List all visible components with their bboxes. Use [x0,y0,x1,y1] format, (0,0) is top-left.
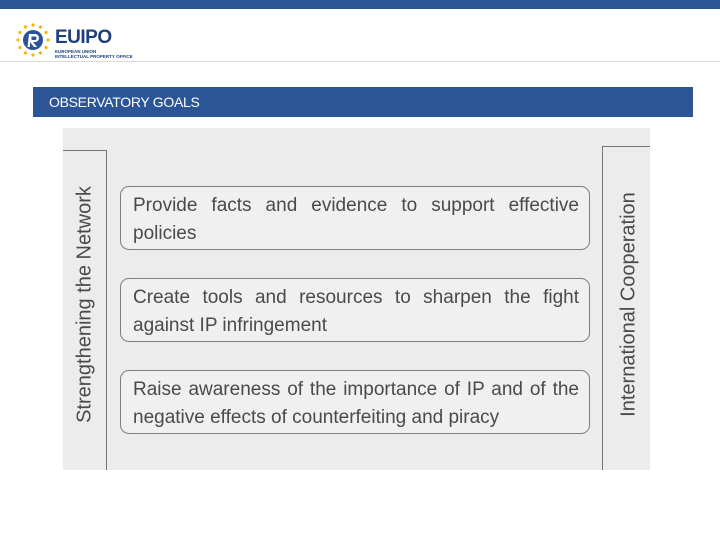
logo-subtitle-line: INTELLECTUAL PROPERTY OFFICE [55,54,133,59]
goal-box: Provide facts and evidence to support effective policies [120,186,590,250]
logo-subtitle [55,49,155,59]
euipo-logo-icon [15,22,51,58]
goals-diagram [63,128,650,470]
logo-subtitle-line: EUROPEAN UNION [55,49,97,54]
header-divider [0,61,720,62]
top-accent-bar [0,0,720,9]
euipo-logo [15,22,155,62]
goal-box: Create tools and resources to sharpen the fight against IP infringement [120,278,590,342]
title-banner [33,87,693,117]
logo-wordmark: EUIPO [55,27,112,48]
international-cooperation-label: International Cooperation [617,192,640,417]
slide-title: OBSERVATORY GOALS [49,94,200,110]
goal-box: Raise awareness of the importance of IP and of the negative effects of counterfeiting and piracy [120,370,590,434]
strengthening-network-label: Strengthening the Network [73,186,96,423]
